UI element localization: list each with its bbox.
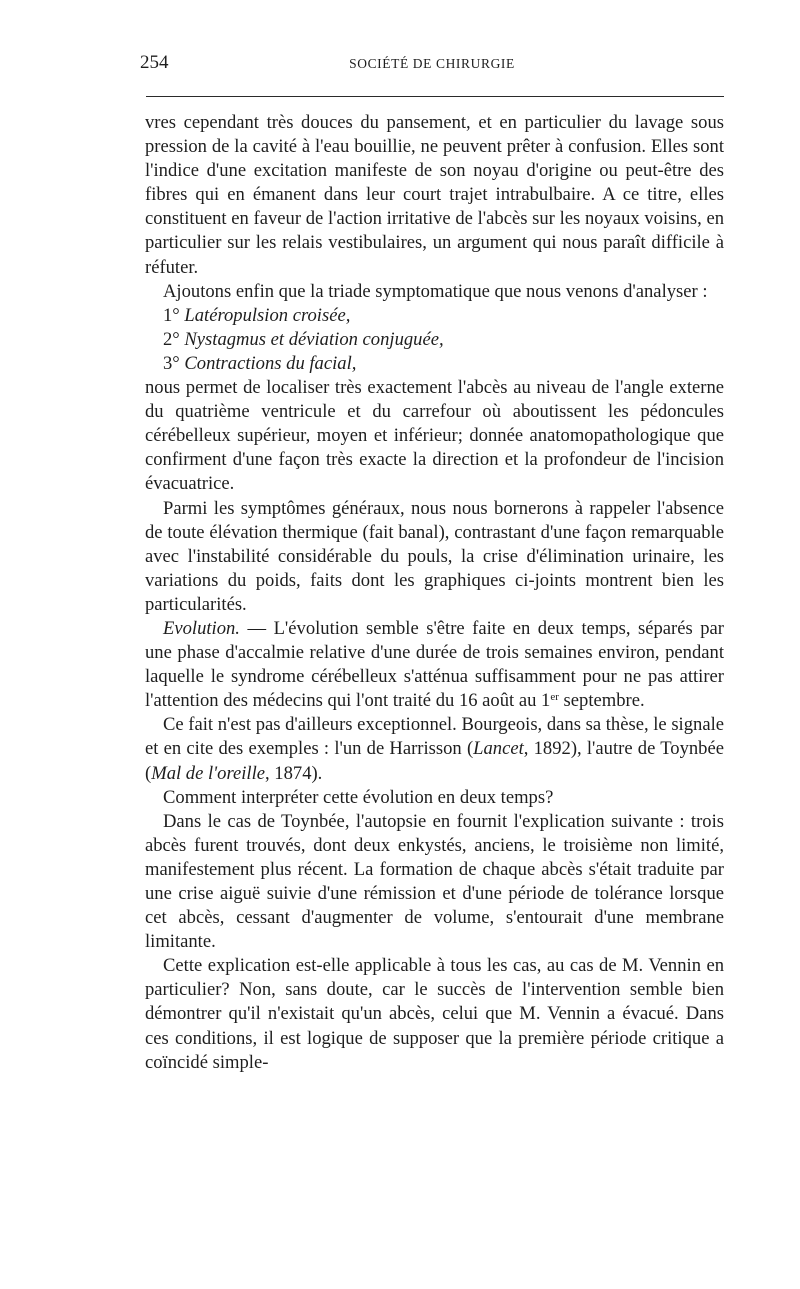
- list-item-text: Contractions du facial,: [184, 352, 357, 374]
- list-item-number: 2°: [163, 328, 180, 350]
- paragraph-6: [145, 713, 724, 785]
- running-title: SOCIÉTÉ DE CHIRURGIE: [349, 56, 515, 71]
- paragraph-3: nous permet de localiser très exactement l'abcès au niveau de l'angle externe du quatrième ventricule et du carrefour où aboutissent les pédoncules cérébelleux supérieur, moyen et inférieur; donnée anatomopathologique que confirment d'une façon très exacte la direction et la profondeur de l'incision évacuatrice.: [145, 377, 724, 495]
- paragraph-5: [145, 617, 724, 713]
- section-lead-evolution: Evolution.: [163, 617, 240, 639]
- paragraph-7: Comment interpréter cette évolution en deux temps?: [163, 786, 554, 808]
- list-item-number: 1°: [163, 304, 180, 326]
- list-item: [163, 352, 724, 376]
- paragraph-6-part-b: , 1892), l'autre de Toynbée (: [145, 738, 724, 784]
- page-header: [140, 52, 724, 76]
- paragraph-8: Dans le cas de Toynbée, l'autopsie en fournit l'explication suivante : trois abcès furent trouvés, dont deux enkystés, anciens, le troisième non limité, manifestement plus récent. La formation de chaque abcès s'était traduite par une crise aiguë suivie d'une rémission et d'une période de tolérance lorsque cet abcès, cessant d'augmenter de volume, s'entourait d'une membrane limitante.: [145, 810, 724, 953]
- paragraph-2: Ajoutons enfin que la triade symptomatique que nous venons d'analyser :: [163, 280, 708, 302]
- reference-mal-de-l-oreille: Mal de l'oreille: [151, 762, 265, 784]
- paragraph-6-part-c: , 1874).: [265, 762, 323, 784]
- list-item-text: Nystagmus et déviation conjuguée,: [184, 328, 444, 350]
- paragraph-4: Parmi les symptômes généraux, nous nous bornerons à rappeler l'absence de toute élévation thermique (fait banal), contrastant d'une façon remarquable avec l'instabilité considérable du pouls, la crise d'élimination urinaire, les variations du poids, faits dont les graphiques ci-joints montrent bien les particularités.: [145, 497, 724, 615]
- reference-lancet: Lancet: [473, 738, 524, 760]
- date-number: 1: [541, 690, 551, 712]
- list-item-number: 3°: [163, 352, 180, 374]
- paragraph-6-part-a: Ce fait n'est pas d'ailleurs exceptionnel. Bourgeois, dans sa thèse, le signale et en cite des exemples : l'un de Harrisson (: [145, 714, 724, 760]
- page-number: 254: [140, 52, 169, 73]
- paragraph-1: vres cependant très douces du pansement, et en particulier du lavage sous pression de la cavité à l'eau bouillie, ne peuvent prêter à confusion. Elles sont l'indice d'une excitation manifeste de son noyau d'origine ou peut-être des fibres qui en émanent dans leur court trajet intrabulbaire. A ce titre, elles constituent en faveur de l'action irritative de l'abcès sur les noyaux voisins, en particulier sur les relais vestibulaires, un argument qui nous paraît difficile à réfuter.: [145, 112, 724, 278]
- paragraph-5-end: septembre.: [558, 690, 645, 712]
- date-superscript: er: [550, 691, 559, 704]
- list-item: [163, 328, 724, 352]
- list-item: [163, 304, 724, 328]
- paragraph-9: Cette explication est-elle applicable à tous les cas, au cas de M. Vennin en particulier? Non, sans doute, car le succès de l'intervention semble bien démontrer qu'il n'existait qu'un abcès, celui que M. Vennin a évacué. Dans ces conditions, il est logique de supposer que la première période critique a coïncidé simple-: [145, 955, 724, 1073]
- paragraph-5-text: — L'évolution semble s'être faite en deux temps, séparés par une phase d'accalmie relative d'une durée de trois semaines environ, pendant laquelle le syndrome cérébelleux s'atténua suffisamment pour ne pas attirer l'attention des médecins qui l'ont traité du 16 août au: [145, 617, 724, 712]
- list-item-text: Latéropulsion croisée,: [184, 304, 351, 326]
- header-rule: [146, 96, 724, 97]
- body-text: [145, 111, 724, 1075]
